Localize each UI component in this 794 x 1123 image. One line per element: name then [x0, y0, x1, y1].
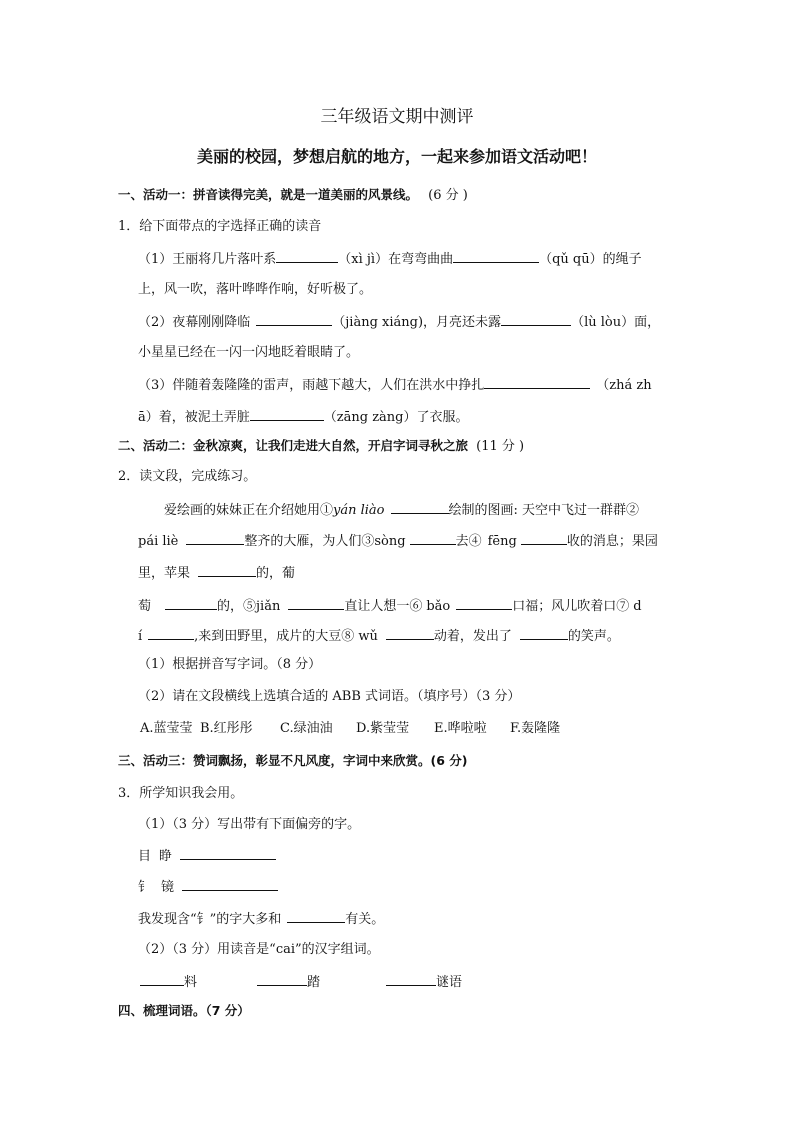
q1-item-3-line-2 — [138, 407, 469, 427]
pinyin-prompt: fēng — [487, 534, 517, 549]
q2-options — [140, 720, 580, 738]
pinyin-prompt: pái liè — [138, 534, 179, 549]
answer-blank[interactable] — [198, 563, 256, 577]
pinyin-prompt: wǔ — [358, 629, 378, 644]
q3-sub-1: （1）（3 分）写出带有下面偏旁的字。 — [138, 817, 361, 832]
q1-item-2-text-c: （lù lòu）面， — [571, 315, 661, 330]
answer-blank[interactable] — [456, 596, 512, 610]
answer-blank[interactable] — [165, 596, 217, 610]
q3-sub-2: （2）（3 分）用读音是“cai”的汉字组词。 — [138, 942, 380, 957]
passage-text: 萄 — [138, 599, 152, 614]
passage-text: 整齐的大雁，为人们③ — [244, 534, 375, 549]
q1-item-1-line-1 — [138, 249, 642, 269]
q1-item-3-text-c: ā）着，被泥土弄脏 — [138, 410, 250, 425]
option-a: A.蓝莹莹 — [140, 721, 193, 736]
example-char: 镜 — [161, 880, 175, 895]
answer-blank[interactable] — [521, 531, 567, 545]
discovery-text: 有关。 — [345, 912, 385, 927]
word-suffix: 踏 — [307, 975, 321, 990]
answer-blank[interactable] — [453, 249, 539, 263]
q2-sub-2: （2）请在文段横线上选填合适的 ABB 式词语。（填序号）（3 分） — [138, 689, 521, 704]
page-subtitle: 美丽的校园，梦想启航的地方，一起来参加语文活动吧！ — [196, 147, 597, 166]
passage-text: 直让人想一⑥ — [344, 599, 423, 614]
option-e: E.哗啦啦 — [434, 721, 487, 736]
section-2-heading-line — [118, 437, 524, 456]
q1-item-3-text-b: （zhá zh — [596, 378, 652, 393]
passage-text: 爱绘画的妹妹正在介绍她用① — [164, 503, 334, 518]
cai-words-row — [140, 972, 462, 992]
q1-item-2-text-a: （2）夜幕刚刚降临 — [138, 315, 251, 330]
passage-text: 收的消息；果园 — [566, 534, 658, 549]
answer-blank[interactable] — [520, 626, 568, 640]
answer-blank[interactable] — [501, 312, 571, 326]
pinyin-prompt: yán liào — [333, 503, 385, 518]
pinyin-prompt: í — [138, 629, 143, 644]
q1-item-2-line-1 — [138, 312, 660, 332]
passage-text: 动着，发出了 — [433, 629, 512, 644]
passage-text: 的笑声。 — [567, 629, 620, 644]
radical-label: 目 — [138, 849, 152, 864]
passage-text: 口福；风儿吹着口⑦ — [512, 599, 630, 614]
word-suffix: 谜语 — [436, 975, 463, 990]
q1-item-1-text-b: （xì jì）在弯弯曲曲 — [338, 252, 454, 267]
question-1-stem: 1．给下面带点的字选择正确的读音 — [118, 219, 322, 234]
section-4-heading: 四、梳理词语。（7 分） — [118, 1003, 250, 1018]
option-c: C.绿油油 — [280, 721, 333, 736]
discovery-line — [138, 909, 384, 929]
answer-blank[interactable] — [250, 407, 324, 421]
passage-line-4 — [138, 596, 642, 616]
passage-line-1 — [164, 500, 639, 520]
q1-item-3-line-1 — [138, 375, 652, 395]
discovery-text: 我发现含“钅”的字大多和 — [138, 912, 282, 927]
q1-item-2-text-b: （jiàng xiáng)，月亮还未露 — [332, 315, 502, 330]
option-f: F.轰隆隆 — [510, 721, 561, 736]
answer-blank[interactable] — [256, 312, 332, 326]
section-3-heading: 三、活动三：赞词飘扬，彰显不凡风度，字词中来欣赏。(6 分) — [118, 753, 468, 768]
section-1-heading-line — [118, 186, 468, 205]
passage-line-5 — [138, 626, 620, 646]
option-b: B.红彤彤 — [200, 721, 253, 736]
passage-text: 绘制的图画: 天空中飞过一群群② — [448, 503, 640, 518]
answer-blank[interactable] — [288, 596, 344, 610]
answer-blank[interactable] — [386, 626, 434, 640]
passage-text: 的，葡 — [256, 566, 296, 581]
passage-line-3 — [138, 563, 295, 583]
pinyin-prompt: bǎo — [426, 599, 451, 614]
answer-blank[interactable] — [186, 531, 244, 545]
passage-text: 的，⑤ — [217, 599, 257, 614]
answer-blank[interactable] — [410, 531, 456, 545]
example-char: 睁 — [159, 849, 173, 864]
option-d: D.紫莹莹 — [356, 721, 410, 736]
section-2-heading: 二、活动二：金秋凉爽，让我们走进大自然，开启字词寻秋之旅 — [118, 438, 469, 453]
answer-blank[interactable] — [140, 972, 184, 986]
answer-blank[interactable] — [182, 877, 278, 891]
answer-blank[interactable] — [287, 909, 345, 923]
pinyin-prompt: jiǎn — [256, 599, 281, 614]
question-3-stem: 3．所学知识我会用。 — [118, 786, 244, 801]
q2-sub-1: （1）根据拼音写字词。（8 分） — [138, 657, 322, 672]
answer-blank[interactable] — [180, 846, 276, 860]
answer-blank[interactable] — [148, 626, 194, 640]
question-2-stem: 2．读文段，完成练习。 — [118, 469, 257, 484]
radical-row-1 — [138, 846, 276, 866]
q1-item-1-text-c: （qǔ qū）的绳子 — [539, 252, 642, 267]
q1-item-1-line-2: 上，风一吹，落叶哗哗作响，好听极了。 — [138, 282, 373, 297]
q1-item-1-text-a: （1）王丽将几片落叶系 — [138, 252, 277, 267]
radical-label: 钅 — [138, 880, 152, 895]
page-title: 三年级语文期中测评 — [320, 107, 474, 127]
q1-item-2-line-2: 小星星已经在一闪一闪地眨着眼睛了。 — [138, 345, 360, 360]
passage-text: 去④ — [455, 534, 482, 549]
answer-blank[interactable] — [386, 972, 436, 986]
passage-line-2 — [138, 531, 658, 551]
section-2-score: (11 分 ) — [476, 439, 525, 454]
answer-blank[interactable] — [484, 375, 590, 389]
section-1-score: (6 分 ) — [428, 188, 468, 203]
passage-text: 里，苹果 — [138, 566, 191, 581]
answer-blank[interactable] — [276, 249, 338, 263]
q1-item-3-text-d: （zāng zàng）了衣服。 — [323, 410, 469, 425]
answer-blank[interactable] — [257, 972, 307, 986]
answer-blank[interactable] — [391, 500, 449, 514]
word-suffix: 料 — [184, 975, 198, 990]
section-1-heading: 一、活动一：拼音读得完美，就是一道美丽的风景线。 — [118, 187, 419, 202]
radical-row-2 — [138, 877, 278, 897]
pinyin-prompt: d — [633, 599, 642, 614]
passage-text: ,来到田野里，成片的大豆⑧ — [194, 629, 355, 644]
q1-item-3-text-a: （3）伴随着轰隆隆的雷声，雨越下越大，人们在洪水中挣扎 — [138, 378, 485, 393]
pinyin-prompt: sòng — [374, 534, 406, 549]
